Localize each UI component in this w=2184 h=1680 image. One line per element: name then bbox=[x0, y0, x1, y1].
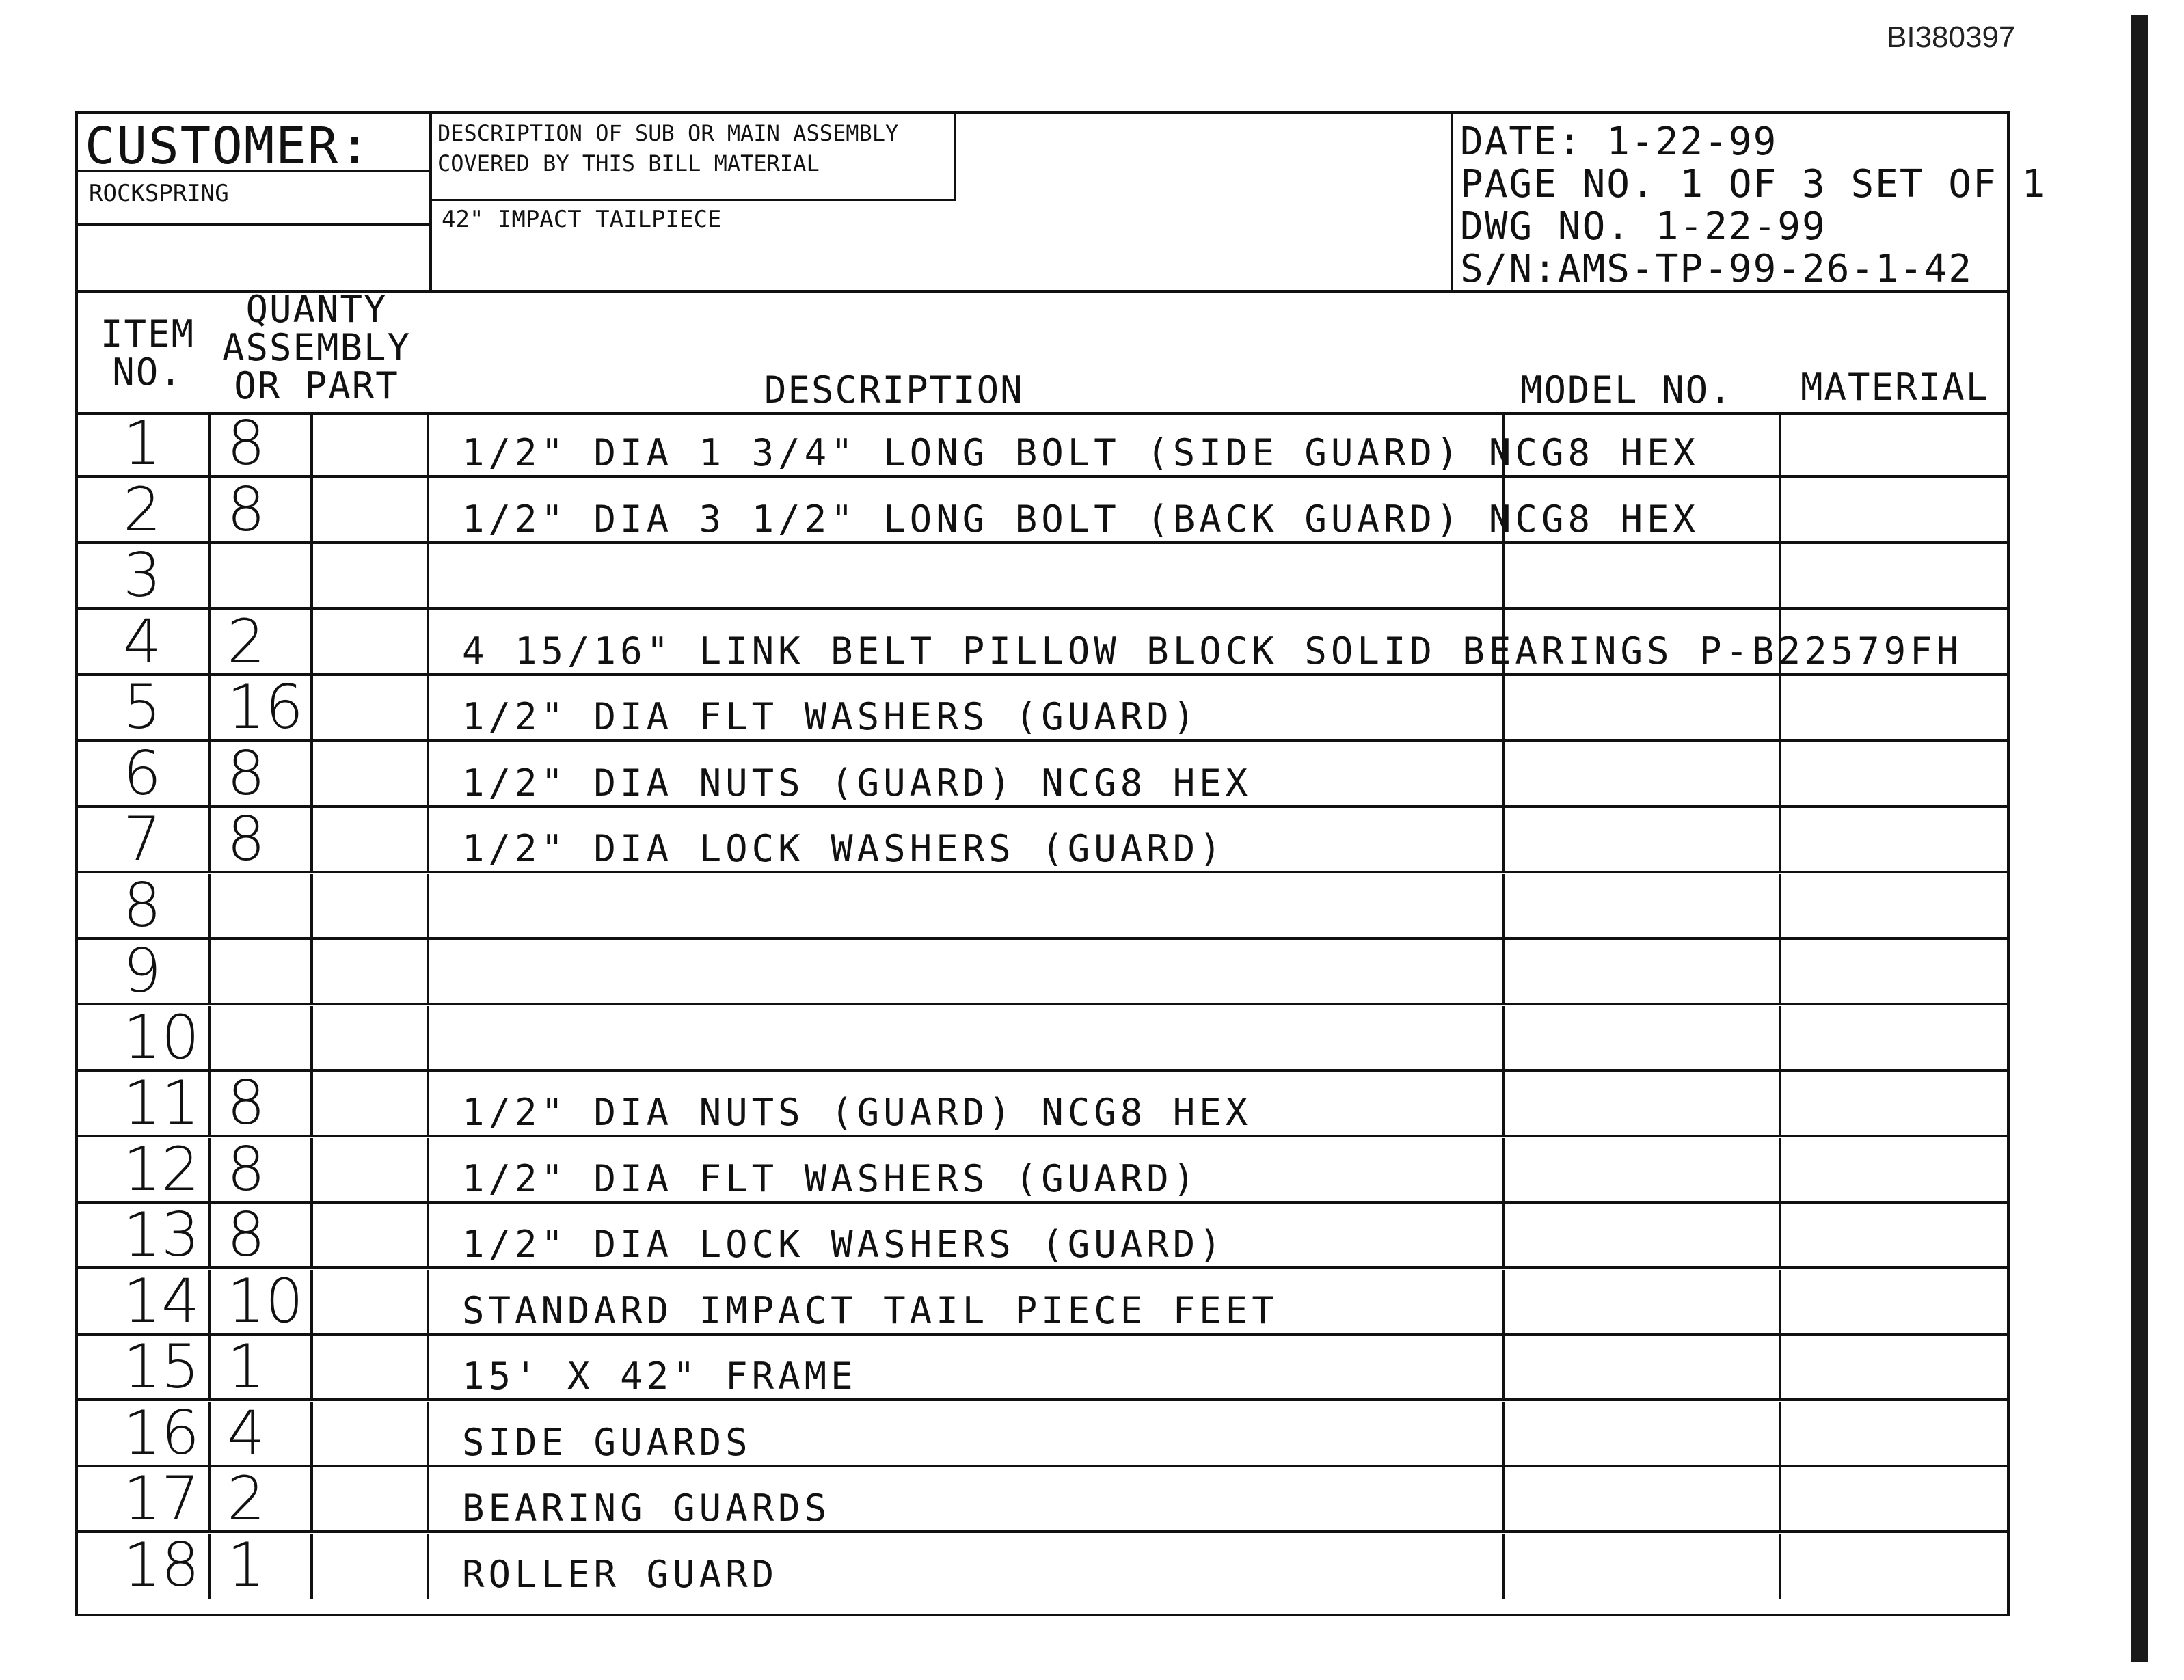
material-cell bbox=[1781, 1006, 2007, 1072]
table-row bbox=[78, 737, 2007, 809]
item-no-cell bbox=[78, 474, 211, 545]
model-no-cell bbox=[1505, 1138, 1781, 1204]
item-no-cell bbox=[78, 606, 211, 677]
quantity-cell bbox=[211, 1265, 313, 1336]
blank-cell bbox=[313, 610, 429, 676]
material-cell bbox=[1781, 610, 2007, 676]
material-cell bbox=[1781, 676, 2007, 742]
description-cell bbox=[429, 1204, 1505, 1269]
item-no-cell bbox=[78, 804, 211, 874]
bill-of-material-sheet bbox=[75, 111, 2047, 1616]
material-cell bbox=[1781, 940, 2007, 1005]
page-field: PAGE NO. 1 OF 3 SET OF 1 bbox=[1460, 162, 2047, 206]
item-no: 12 bbox=[123, 1133, 200, 1204]
item-no-cell bbox=[78, 1529, 211, 1600]
part-description: 1/2" DIA 1 3/4" LONG BOLT (SIDE GUARD) NCG8 HEX bbox=[462, 431, 1700, 474]
blank-cell bbox=[313, 1336, 429, 1401]
model-no-cell bbox=[1505, 1270, 1781, 1336]
quantity-cell bbox=[211, 940, 313, 1005]
quantity: 4 bbox=[227, 1397, 265, 1468]
blank-cell bbox=[313, 1006, 429, 1072]
table-row bbox=[78, 672, 2007, 742]
material-cell bbox=[1781, 544, 2007, 610]
part-description: 1/2" DIA NUTS (GUARD) NCG8 HEX bbox=[462, 1091, 1252, 1134]
quantity: 2 bbox=[227, 606, 265, 677]
table-row bbox=[78, 1529, 2007, 1600]
quantity-cell bbox=[211, 544, 313, 610]
item-no-header: ITEM NO. bbox=[100, 312, 196, 394]
table-row bbox=[78, 408, 2007, 478]
description-cell bbox=[429, 1006, 1505, 1072]
item-no: 7 bbox=[123, 804, 161, 874]
blank-cell bbox=[313, 1270, 429, 1336]
model-no-cell bbox=[1505, 808, 1781, 873]
description-cell bbox=[429, 1336, 1505, 1401]
quantity-cell bbox=[211, 474, 313, 545]
description-header: DESCRIPTION bbox=[764, 368, 1024, 411]
table-row bbox=[78, 606, 2007, 677]
quantity-cell bbox=[211, 672, 313, 742]
part-description: SIDE GUARDS bbox=[462, 1420, 752, 1464]
blank-cell bbox=[313, 940, 429, 1005]
table-row bbox=[78, 1265, 2007, 1336]
item-no-cell bbox=[78, 672, 211, 742]
document-id: BI380397 bbox=[1887, 21, 2016, 54]
item-no-cell bbox=[78, 1397, 211, 1468]
part-description: 4 15/16" LINK BELT PILLOW BLOCK SOLID BEARINGS P-B22579FH bbox=[462, 629, 1963, 673]
model-no-cell bbox=[1505, 1336, 1781, 1401]
quantity: 8 bbox=[227, 737, 265, 809]
part-description: 1/2" DIA 3 1/2" LONG BOLT (BACK GUARD) NCG8 HEX bbox=[462, 497, 1700, 541]
item-no: 14 bbox=[123, 1265, 200, 1336]
item-no: 5 bbox=[123, 672, 161, 742]
table-row bbox=[78, 1331, 2007, 1402]
item-no-cell bbox=[78, 1133, 211, 1204]
serial-field: S/N:AMS-TP-99-26-1-42 bbox=[1460, 247, 1973, 291]
item-no: 15 bbox=[123, 1331, 200, 1402]
table-row bbox=[78, 1397, 2007, 1468]
blank-cell bbox=[313, 1402, 429, 1467]
item-no-cell bbox=[78, 1331, 211, 1402]
item-no: 11 bbox=[123, 1068, 200, 1138]
model-no-cell bbox=[1505, 742, 1781, 808]
model-no-cell bbox=[1505, 1467, 1781, 1533]
item-no-cell bbox=[78, 869, 211, 940]
item-no-cell bbox=[78, 1001, 211, 1072]
description-cell bbox=[429, 1534, 1505, 1599]
description-cell bbox=[429, 544, 1505, 610]
description-cell bbox=[429, 940, 1505, 1005]
description-cell bbox=[429, 478, 1700, 544]
assembly-description-value: 42" IMPACT TAILPIECE bbox=[442, 206, 722, 233]
item-no: 1 bbox=[123, 408, 161, 478]
model-no-cell bbox=[1505, 1006, 1781, 1072]
model-no-cell bbox=[1505, 676, 1781, 742]
customer-value: ROCKSPRING bbox=[89, 180, 229, 207]
table-row bbox=[78, 804, 2007, 874]
part-description: BEARING GUARDS bbox=[462, 1487, 831, 1530]
customer-box bbox=[78, 114, 432, 290]
material-cell bbox=[1781, 1336, 2007, 1401]
part-description: 1/2" DIA FLT WASHERS (GUARD) bbox=[462, 695, 1200, 738]
item-no: 4 bbox=[123, 606, 161, 677]
description-cell bbox=[429, 412, 1700, 478]
description-cell bbox=[429, 1467, 1505, 1533]
quantity: 8 bbox=[227, 408, 265, 478]
blank-cell bbox=[313, 478, 429, 544]
part-description: 1/2" DIA LOCK WASHERS (GUARD) bbox=[462, 827, 1226, 870]
description-cell bbox=[429, 874, 1505, 940]
item-no: 3 bbox=[123, 540, 161, 610]
item-no: 2 bbox=[123, 474, 161, 545]
description-cell bbox=[429, 610, 1963, 676]
drawing-info-box bbox=[1451, 114, 2047, 291]
quantity-cell bbox=[211, 1463, 313, 1534]
table-row bbox=[78, 474, 2007, 545]
description-cell bbox=[429, 676, 1505, 742]
quantity: 2 bbox=[227, 1463, 265, 1534]
model-no-cell bbox=[1505, 1402, 1781, 1467]
table-row bbox=[78, 1463, 2007, 1534]
part-description: 15' X 42" FRAME bbox=[462, 1355, 857, 1398]
quantity-cell bbox=[211, 804, 313, 874]
quantity: 10 bbox=[227, 1265, 304, 1336]
material-cell bbox=[1781, 1467, 2007, 1533]
table-row bbox=[78, 1068, 2007, 1138]
item-no-cell bbox=[78, 1265, 211, 1336]
quantity-cell bbox=[211, 1529, 313, 1600]
model-no-cell bbox=[1505, 940, 1781, 1005]
table-row bbox=[78, 1001, 2007, 1072]
model-no-header: MODEL NO. bbox=[1520, 368, 1733, 411]
part-description: STANDARD IMPACT TAIL PIECE FEET bbox=[462, 1288, 1278, 1332]
quantity: 8 bbox=[227, 1133, 265, 1204]
divider bbox=[78, 223, 429, 226]
quantity: 1 bbox=[227, 1529, 265, 1600]
material-cell bbox=[1781, 808, 2007, 873]
model-no-cell bbox=[1505, 1204, 1781, 1269]
item-no-cell bbox=[78, 1200, 211, 1270]
quantity: 8 bbox=[227, 804, 265, 874]
item-no-cell bbox=[78, 737, 211, 809]
material-cell bbox=[1781, 1270, 2007, 1336]
quantity-header: QUANTY ASSEMBLY OR PART bbox=[221, 288, 412, 407]
material-cell bbox=[1781, 1534, 2007, 1599]
part-description: 1/2" DIA LOCK WASHERS (GUARD) bbox=[462, 1223, 1226, 1266]
column-headers bbox=[78, 290, 2007, 415]
title-block bbox=[78, 114, 2047, 293]
quantity: 8 bbox=[227, 474, 265, 545]
model-no-cell bbox=[1505, 610, 1781, 676]
blank-cell bbox=[313, 1467, 429, 1533]
quantity-cell bbox=[211, 874, 313, 940]
item-no: 17 bbox=[123, 1463, 200, 1534]
scan-edge bbox=[2131, 15, 2148, 1662]
blank-cell bbox=[313, 1138, 429, 1204]
material-cell bbox=[1781, 478, 2007, 544]
description-cell bbox=[429, 1402, 1505, 1467]
part-description: 1/2" DIA NUTS (GUARD) NCG8 HEX bbox=[462, 761, 1252, 804]
part-description: ROLLER GUARD bbox=[462, 1552, 779, 1596]
item-no-cell bbox=[78, 408, 211, 478]
quantity-cell bbox=[211, 1331, 313, 1402]
quantity: 8 bbox=[227, 1068, 265, 1138]
assembly-description-label: DESCRIPTION OF SUB OR MAIN ASSEMBLY COVERED BY THIS BILL MATERIAL bbox=[437, 120, 899, 176]
quantity: 16 bbox=[227, 672, 304, 742]
model-no-cell bbox=[1505, 874, 1781, 940]
dwg-field: DWG NO. 1-22-99 bbox=[1460, 204, 1826, 249]
quantity-cell bbox=[211, 606, 313, 677]
description-cell bbox=[429, 1072, 1505, 1137]
assembly-description-box bbox=[429, 114, 956, 201]
quantity-cell bbox=[211, 1200, 313, 1270]
table-row bbox=[78, 1133, 2007, 1204]
item-no: 10 bbox=[123, 1001, 200, 1072]
model-no-cell bbox=[1505, 478, 1781, 544]
quantity: 1 bbox=[227, 1331, 265, 1402]
customer-label: CUSTOMER: bbox=[85, 117, 371, 176]
quantity-cell bbox=[211, 408, 313, 478]
item-no-cell bbox=[78, 1463, 211, 1534]
item-no: 16 bbox=[123, 1397, 200, 1468]
quantity-cell bbox=[211, 1006, 313, 1072]
description-cell bbox=[429, 808, 1505, 873]
quantity-cell bbox=[211, 1068, 313, 1138]
description-cell bbox=[429, 742, 1505, 808]
blank-cell bbox=[313, 742, 429, 808]
part-description: 1/2" DIA FLT WASHERS (GUARD) bbox=[462, 1156, 1200, 1200]
quantity-cell bbox=[211, 1397, 313, 1468]
model-no-cell bbox=[1505, 1534, 1781, 1599]
material-cell bbox=[1781, 874, 2007, 940]
blank-cell bbox=[313, 1072, 429, 1137]
quantity-cell bbox=[211, 737, 313, 809]
table-row bbox=[78, 1200, 2007, 1270]
blank-cell bbox=[313, 808, 429, 873]
blank-cell bbox=[313, 874, 429, 940]
model-no-cell bbox=[1505, 544, 1781, 610]
item-no-cell bbox=[78, 540, 211, 610]
blank-cell bbox=[313, 676, 429, 742]
model-no-cell bbox=[1505, 1072, 1781, 1137]
material-header: MATERIAL bbox=[1801, 366, 1990, 409]
blank-cell bbox=[313, 1534, 429, 1599]
item-no-cell bbox=[78, 936, 211, 1006]
quantity-cell bbox=[211, 1133, 313, 1204]
description-cell bbox=[429, 1270, 1505, 1336]
blank-cell bbox=[313, 544, 429, 610]
item-no: 6 bbox=[123, 737, 161, 809]
divider bbox=[78, 170, 429, 172]
description-cell bbox=[429, 1138, 1505, 1204]
model-no-cell bbox=[1505, 412, 1781, 478]
item-no-cell bbox=[78, 1068, 211, 1138]
blank-cell bbox=[313, 1204, 429, 1269]
table-row bbox=[78, 869, 2007, 940]
material-cell bbox=[1781, 1204, 2007, 1269]
table-row bbox=[78, 540, 2007, 610]
material-cell bbox=[1781, 1072, 2007, 1137]
material-cell bbox=[1781, 1138, 2007, 1204]
quantity: 8 bbox=[227, 1200, 265, 1270]
material-cell bbox=[1781, 742, 2007, 808]
blank-cell bbox=[313, 412, 429, 478]
date-field: DATE: 1-22-99 bbox=[1460, 120, 1778, 164]
item-no: 9 bbox=[123, 936, 161, 1006]
item-no: 8 bbox=[123, 869, 161, 940]
item-no: 18 bbox=[123, 1529, 200, 1600]
item-no: 13 bbox=[123, 1200, 200, 1270]
material-cell bbox=[1781, 1402, 2007, 1467]
table-row bbox=[78, 936, 2007, 1006]
material-cell bbox=[1781, 412, 2007, 478]
